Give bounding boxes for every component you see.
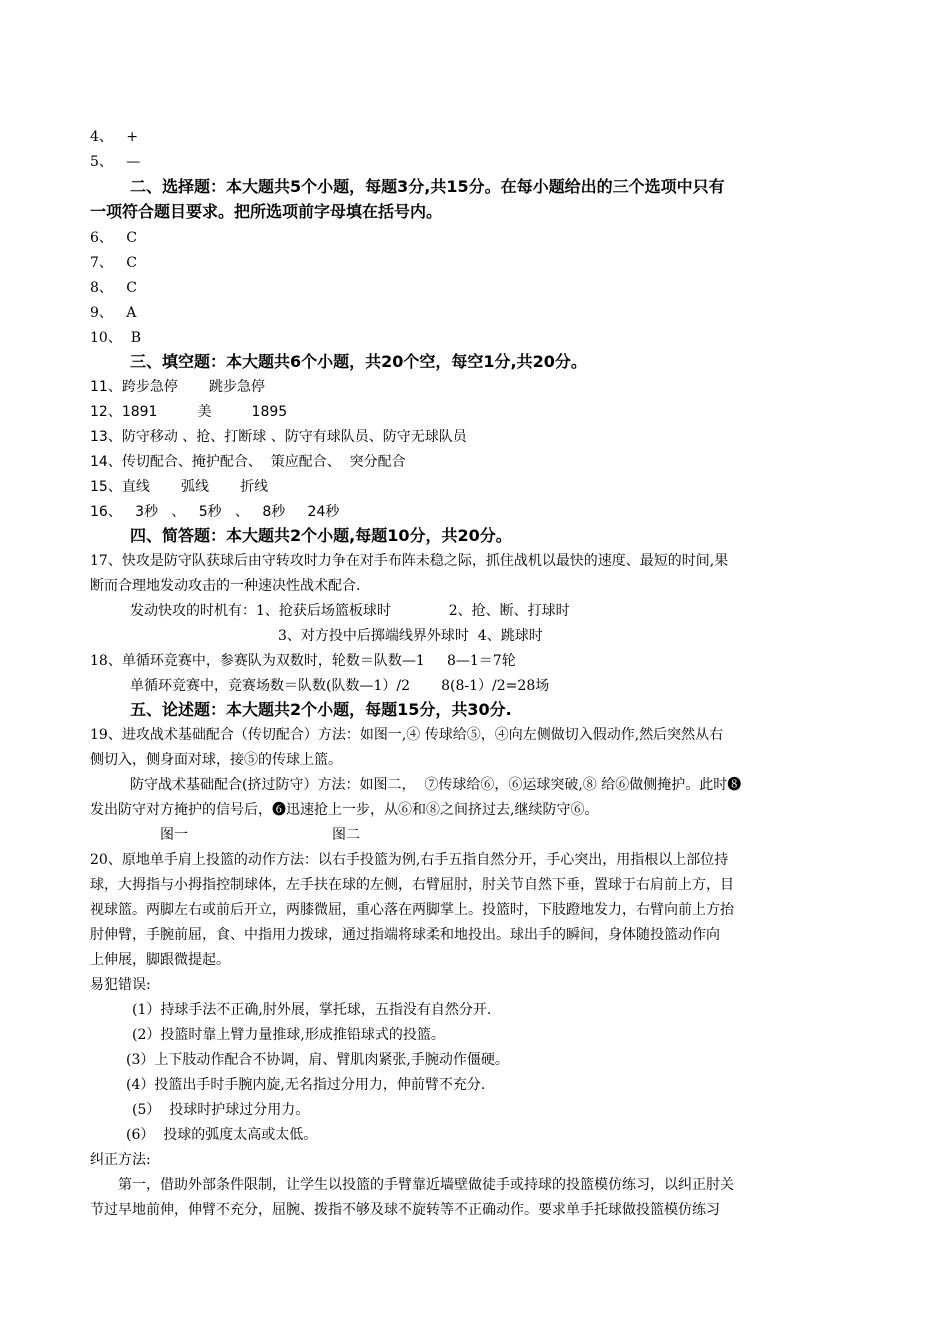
section-heading-2: 二、选择题：本大题共5个小题，每题3分,共15分。在每小题给出的三个选项中只有 bbox=[130, 177, 725, 196]
answer-4: 4、 + bbox=[90, 129, 138, 145]
answer-19-line1: 19、进攻战术基础配合（传切配合）方法：如图一,④ 传球给⑤，④向左侧做切入假动作,然后突然从右 bbox=[90, 727, 724, 743]
error-item-4: (4）投篮出手时手腕内旋,无名指过分用力，伸前臂不充分. bbox=[126, 1077, 486, 1093]
answer-19-line4: 发出防守对方掩护的信号后，❻迅速抢上一步，从⑥和⑧之间挤过去,继续防守⑥。 bbox=[90, 802, 599, 818]
error-item-1: (1）持球手法不正确,肘外展，掌托球，五指没有自然分开. bbox=[132, 1002, 492, 1018]
error-item-6: (6） 投球的弧度太高或太低。 bbox=[126, 1127, 318, 1143]
answer-5: 5、 — bbox=[90, 154, 141, 170]
answer-19-line3: 防守战术基础配合(挤过防守）方法：如图二， ⑦传球给⑥，⑥运球突破,⑧ 给⑥做侧掩护。此时❽ bbox=[130, 777, 742, 793]
answer-10: 10、 B bbox=[90, 330, 142, 346]
answer-18-line1: 18、单循环竞赛中，参赛队为双数时，轮数＝队数—1 8—1＝7轮 bbox=[90, 653, 516, 669]
answer-8: 8、 C bbox=[90, 280, 137, 296]
section-heading-5: 五、论述题：本大题共2个小题，每题15分，共30分. bbox=[130, 700, 512, 719]
answer-17-line2: 断而合理地发动攻击的一种速决性战术配合. bbox=[90, 578, 361, 594]
answer-15: 15、直线 弧线 折线 bbox=[90, 479, 269, 495]
error-item-3: (3）上下肢动作配合不协调，肩、臂肌肉紧张,手腕动作僵硬。 bbox=[126, 1052, 509, 1068]
answer-20-line5: 上伸展，脚跟微提起。 bbox=[90, 952, 230, 968]
answer-11: 11、跨步急停 跳步急停 bbox=[90, 379, 265, 395]
answer-16: 16、 3秒 、 5秒 、 8秒 24秒 bbox=[90, 504, 340, 520]
common-errors-label: 易犯错误: bbox=[90, 977, 151, 993]
section-heading-3: 三、填空题：本大题共6个小题，共20个空，每空1分,共20分。 bbox=[130, 352, 587, 371]
answer-12: 12、1891 美 1895 bbox=[90, 404, 288, 420]
figure-2-caption: 图二 bbox=[332, 827, 360, 843]
answer-13: 13、防守移动 、抢、打断球 、防守有球队员、防守无球队员 bbox=[90, 429, 467, 445]
error-item-2: (2）投篮时靠上臂力量推球,形成推铅球式的投篮。 bbox=[132, 1027, 445, 1043]
correction-label: 纠正方法: bbox=[90, 1152, 151, 1168]
answer-9: 9、 A bbox=[90, 305, 137, 321]
answer-20-line3: 视球篮。两脚左右或前后开立，两膝微屈，重心落在两脚掌上。投篮时，下肢蹬地发力，右臂向前上方抬 bbox=[90, 902, 734, 918]
error-item-5: (5） 投球时护球过分用力。 bbox=[132, 1102, 310, 1118]
answer-20-line1: 20、原地单手肩上投篮的动作方法：以右手投篮为例,右手五指自然分开，手心突出，用指根以上部位持 bbox=[90, 852, 729, 868]
figure-1-caption: 图一 bbox=[160, 827, 188, 843]
correction-line1: 第一，借助外部条件限制，让学生以投篮的手臂靠近墙壁做徒手或持球的投篮模仿练习，以纠正肘关 bbox=[118, 1177, 734, 1193]
correction-line2: 节过早地前伸，伸臂不充分，屈腕、拨指不够及球不旋转等不正确动作。要求单手托球做投篮模仿练习 bbox=[90, 1202, 720, 1218]
answer-17-line4: 3、对方投中后掷端线界外球时 4、跳球时 bbox=[278, 628, 543, 644]
section-heading-4: 四、简答题：本大题共2个小题,每题10分，共20分。 bbox=[130, 526, 512, 545]
answer-17-line3: 发动快攻的时机有：1、抢获后场篮板球时 2、抢、断、打球时 bbox=[130, 603, 570, 619]
answer-17-line1: 17、快攻是防守队获球后由守转攻时力争在对手布阵未稳之际，抓住战机以最快的速度、最短的时间,果 bbox=[90, 553, 729, 569]
answer-6: 6、 C bbox=[90, 230, 137, 246]
answer-20-line2: 球，大拇指与小拇指控制球体，左手扶在球的左侧，右臂屈肘，肘关节自然下垂，置球于右肩前上方，目 bbox=[90, 877, 734, 893]
answer-20-line4: 肘伸臂，手腕前屈，食、中指用力拨球，通过指端将球柔和地投出。球出手的瞬间，身体随投篮动作向 bbox=[90, 927, 720, 943]
answer-19-line2: 侧切入，侧身面对球，接⑤的传球上篮。 bbox=[90, 752, 342, 768]
answer-7: 7、 C bbox=[90, 255, 137, 271]
section-heading-2-cont: 一项符合题目要求。把所选项前字母填在括号内。 bbox=[90, 202, 443, 221]
answer-18-line2: 单循环竞赛中，竞赛场数＝队数(队数—1）/2 8(8-1）/2=28场 bbox=[130, 678, 550, 694]
answer-14: 14、传切配合、掩护配合、 策应配合、 突分配合 bbox=[90, 454, 406, 470]
